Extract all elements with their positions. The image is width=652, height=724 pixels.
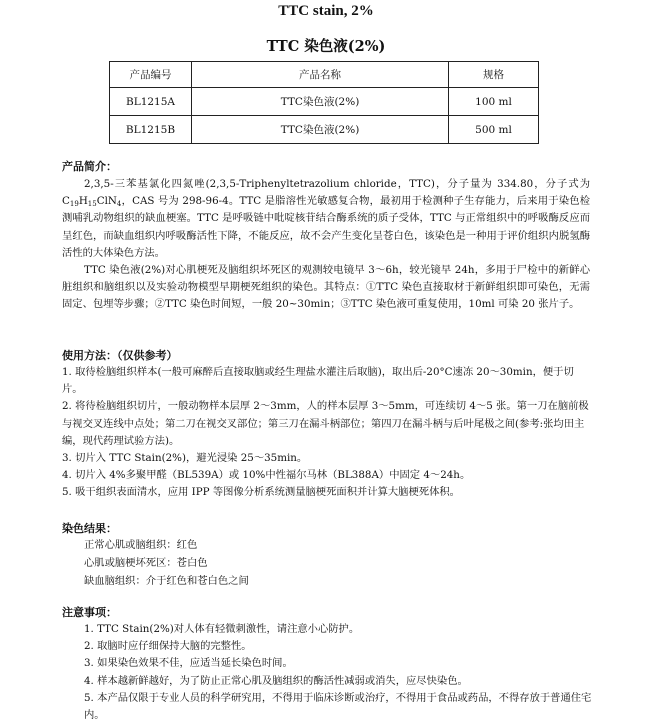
cell-product-code: BL1215A (110, 88, 192, 116)
notes-list (84, 621, 596, 724)
list-item: 2. 取脑时应仔细保持大脑的完整性。 (84, 640, 252, 653)
usage-steps (62, 364, 594, 502)
notes-heading: 注意事项： (62, 606, 117, 619)
list-item: 3. 如果染色效果不佳，应适当延长染色时间。 (84, 657, 293, 670)
results-list (84, 536, 249, 590)
cell-product-code: BL1215B (110, 116, 192, 144)
list-item: 1. 取待检脑组织样本(一般可麻醉后直接取脑或经生理盐水灌注后取脑)，取出后-20°C速冻 20～30min，便于切片。 (62, 366, 574, 396)
list-item: 1. TTC Stain(2%)对人体有轻微刺激性，请注意小心防护。 (84, 623, 360, 635)
product-table (109, 61, 539, 144)
usage-heading: 使用方法：（仅供参考） (62, 349, 178, 362)
intro-paragraph-2: TTC 染色液(2%)对心肌梗死及脑组织坏死区的观测较电镜早 3～6h，较光镜早 24h，多用于尸检中的新鲜心脏组织和脑组织以及实验动物模型早期梗死组织的染色。其特点：①TTC 染色直接取材于新鲜组织即可染色，无需固定、包埋等步骤；②TTC 染色时间短，一般 20~30min；③TTC 染色液可重复使用，10ml 可染 20 张片子。 (62, 264, 590, 311)
list-item: 2. 将待检脑组织切片，一般动物样本层厚 2～3mm，人的样本层厚 3～5mm，可连续切 4～5 张。第一刀在脑前极与视交叉连线中点处；第二刀在视交叉部位；第三刀在漏斗柄部位；第四刀在漏斗柄与后叶尾极之间(参考:张均田主编，现代药理试验方法)。 (62, 400, 589, 447)
list-item: 正常心肌或脑组织：红色 (84, 539, 198, 551)
list-item: 缺血脑组织：介于红色和苍白色之间 (84, 575, 249, 587)
intro-paragraph-1: 2,3,5-三苯基氯化四氮唑(2,3,5-Triphenyltetrazolium chloride，TTC)，分子量为 334.80，分子式为 $C_{19}H_{15}ClN_4$，CAS 号为 298-96-4。TTC 是脂溶性光敏感复合物，最初用于检测种子生存能力，后来用于染色检测哺乳动物组织的缺血梗塞。TTC 是呼吸链中吡啶核苷结合酶系统的质子受体，TTC 与正常组织中的呼吸酶反应而呈红色，而缺血组织内呼吸酶活性下降，不能反应，故不会产生变化呈苍白色，该染色是一种用于评价组织内脱氢酶活性的大体染色方法。 (62, 178, 590, 259)
title-english: TTC stain, 2% (278, 3, 374, 19)
header-spec: 规格 (449, 62, 539, 88)
cell-spec: 100 ml (449, 88, 539, 116)
table-header-row (110, 62, 539, 88)
title-chinese: TTC 染色液(2%) (266, 38, 386, 55)
list-item: 4. 样本越新鲜越好，为了防止正常心肌及脑组织的酶活性减弱或消失，应尽快染色。 (84, 674, 468, 687)
intro-heading: 产品简介： (62, 160, 117, 173)
list-item: 5. 吸干组织表面清水，应用 IPP 等图像分析系统测量脑梗死面积并计算大脑梗死体积。 (62, 486, 460, 499)
table-row (110, 116, 539, 144)
list-item: 4. 切片入 4%多聚甲醛（BL539A）或 10%中性福尔马林（BL388A）中固定 4～24h。 (62, 469, 471, 482)
cell-spec: 500 ml (449, 116, 539, 144)
header-product-code: 产品编号 (110, 62, 192, 88)
list-item: 3. 切片入 TTC Stain(2%)，避光浸染 25～35min。 (62, 452, 308, 465)
table-row (110, 88, 539, 116)
cell-product-name: TTC染色液(2%) (192, 116, 449, 144)
list-item: 5. 本产品仅限于专业人员的科学研究用，不得用于临床诊断或治疗，不得用于食品或药品，不得存放于普通住宅内。 (84, 691, 592, 722)
cell-product-name: TTC染色液(2%) (192, 88, 449, 116)
results-heading: 染色结果： (62, 522, 117, 535)
list-item: 心肌或脑梗坏死区：苍白色 (84, 557, 208, 569)
header-product-name: 产品名称 (192, 62, 449, 88)
intro-section (62, 176, 590, 314)
